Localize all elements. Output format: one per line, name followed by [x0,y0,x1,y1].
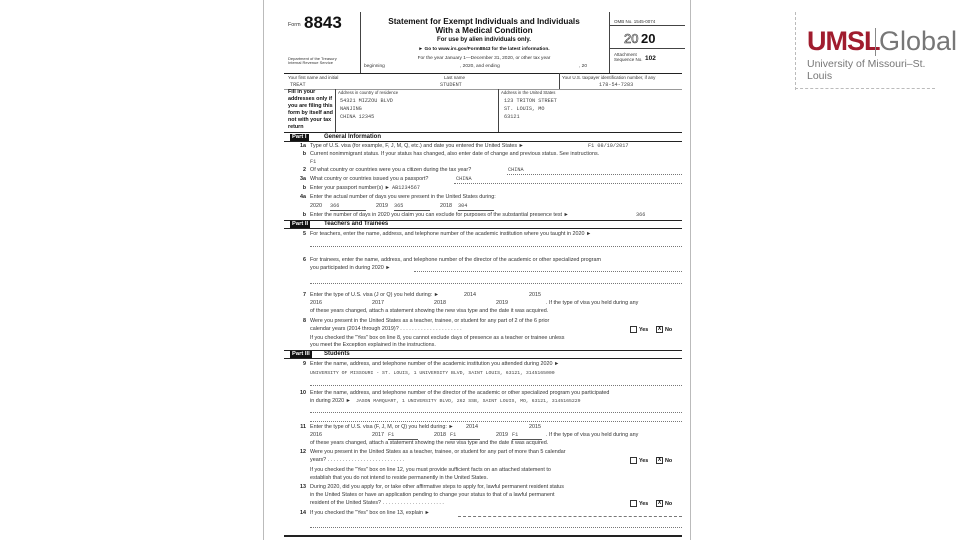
irs-label: Internal Revenue Service [288,60,333,65]
omb-rule [610,25,685,26]
line-6-text-cont: you participated in during 2020 ► [310,265,391,271]
line-8-text-cont: calendar years (2014 through 2019)? . . . . . . . . . . . . . . . . . . . . . [310,326,462,332]
first-name-value[interactable]: TREAT [290,82,306,88]
year-label: 2020 [310,203,322,209]
home-address-line[interactable]: NANJING [340,106,362,112]
line-9-text: Enter the name, address, and telephone number of the academic institution you attended during 2020 ► [310,361,560,367]
checkbox-checked[interactable]: X [657,500,662,506]
year-label: 2015 [529,292,541,298]
visa-2017-value[interactable]: F1 [388,432,418,440]
visa-entry-value[interactable]: F1 08/10/2017 [588,143,629,149]
part2-tag: Part II [292,221,309,227]
form-title-2: With a Medical Condition [435,26,533,35]
director-value[interactable]: JASON MARQUART, 1 UNIVERSITY BLVD, 262 SSB, SAINT LOUIS, MO, 63121, 3145165229 [356,399,581,404]
checkbox[interactable] [630,500,637,507]
logo-brand-global: Global [879,26,958,56]
institution-value[interactable]: UNIVERSITY OF MISSOURI - ST. LOUIS, 1 UNIVERSITY BLVD, SAINT LOUIS, 63121, 3145165000 [310,371,555,376]
line-number: 13 [300,484,306,490]
line-number: b [302,151,306,157]
tin-label: Your U.S. taxpayer identification number, if any [562,75,656,80]
no-label: No [665,457,673,464]
line-number: b [302,185,306,191]
days-2018-value[interactable]: 304 [458,203,494,211]
home-address-label: Address in country of residence [338,90,399,95]
form-number: 8843 [304,13,342,32]
last-name-value[interactable]: STUDENT [440,82,462,88]
umsl-global-logo [795,12,958,92]
year-label: 2016 [310,432,322,438]
part1-title: General Information [324,134,382,140]
line-number: b [302,212,306,218]
line-12-yes-checkbox[interactable] [630,457,648,465]
no-label: No [665,326,673,333]
line-13-text-cont: resident of the United States? . . . . . . . . . . . . . . . . . . . . . [310,500,444,506]
year-rule [610,48,685,49]
fill-note-line: Fill in your [288,89,316,95]
line-8-note: If you checked the "Yes" box on line 8, you cannot exclude days of presence as a teacher or trainee unless [310,335,565,341]
home-address-line[interactable]: CHINA 12345 [340,114,375,120]
year-label: 2019 [496,300,508,306]
sequence-number: 102 [645,55,656,62]
line-11-text-cont: . If the type of visa you held during any [546,432,639,438]
us-address-label: Address in the United States [501,90,556,95]
us-address-line[interactable]: ST. LOUIS, MO [504,106,545,112]
dept-treasury: Department of the Treasury [288,56,337,61]
line-number: 2 [303,167,306,173]
tin-divider [559,73,560,89]
year-outline: 20 [624,31,639,46]
attachment-label: Attachment [614,52,637,57]
line-4a-text: Enter the actual number of days you were present in the United States during: [310,194,496,200]
home-address-line[interactable]: 54321 MIZZOU BLVD [340,98,393,104]
fill-line [310,246,682,247]
line-number: 12 [300,449,306,455]
line-10-text-cont: in during 2020 ► [310,398,352,404]
line-number: 7 [303,292,306,298]
year-label: 2017 [372,432,384,438]
line-2-text: Of what country or countries were you a citizen during the tax year? [310,167,472,173]
visa-2018-value[interactable]: F1 [450,432,480,440]
status-value[interactable]: F1 [310,159,317,165]
line-6-text: For trainees, enter the name, address, and telephone number of the director of the academic or other specialized program [310,257,601,263]
line-3a-text: What country or countries issued you a passport? [310,176,429,182]
fill-line [507,174,682,175]
line-8-text: Were you present in the United States as a teacher, trainee, or student for any part of 2 of the 6 prior [310,318,550,324]
header-divider-right [609,12,610,74]
form-goto: ► Go to www.irs.gov/Form8843 for the latest information. [418,47,550,52]
fill-line [310,421,682,422]
fill-note-line: addresses only if [288,96,333,102]
line-1a-text: Type of U.S. visa (for example, F, J, M, Q, etc.) and date you entered the United States ► [310,143,524,149]
address-divider [498,89,499,132]
ending-label: , 2020, and ending [460,64,500,69]
no-label: No [665,500,673,507]
year-label: 2018 [440,203,452,209]
fill-note-line: return [288,124,304,130]
line-number: 9 [303,361,306,367]
rule [284,535,682,537]
tax-year: For the year January 1—December 31, 2020, or other tax year [417,56,551,61]
days-2020-value[interactable]: 366 [330,203,366,211]
omb-number: OMB No. 1545-0074 [614,19,656,24]
rule [284,228,682,229]
beginning-label: beginning [364,64,385,69]
fill-line [458,516,682,517]
line-12-text-cont: years? . . . . . . . . . . . . . . . . . . . . . . . . . . [310,457,405,463]
checkbox[interactable] [630,326,637,333]
line-14-text: If you checked the "Yes" box on line 13, explain ► [310,510,430,516]
form-subtitle: For use by alien individuals only. [437,37,531,43]
year-label: 2015 [529,424,541,430]
line-13-yes-checkbox[interactable] [630,500,648,508]
logo-brand: UMSL [807,26,880,56]
excluded-days-value[interactable]: 366 [636,212,646,218]
year-label: 2017 [372,300,384,306]
year-label: 2014 [464,292,476,298]
rule [284,141,682,142]
fill-note-line: form by itself and [288,110,333,116]
yes-label: Yes [639,500,649,507]
line-number: 6 [303,257,306,263]
line-8-yes-checkbox[interactable] [630,326,648,334]
line-13-text: During 2020, did you apply for, or take other affirmative steps to apply for, lawful permanent resident status [310,484,564,490]
fill-note-line: you are filing this [288,103,333,109]
fill-line [310,412,682,413]
line-11-text: Enter the type of U.S. visa (F, J, M, or Q) you held during: ► [310,424,454,430]
line-12-text: Were you present in the United States as a teacher, trainee, or student for any part of more than 5 calendar [310,449,566,455]
logo-divider-bottom [795,88,935,89]
line-13-text-cont: in the United States or have an application pending to change your status to that of a lawful permanent [310,492,555,498]
line-number: 10 [300,390,306,396]
passport-country-value[interactable]: CHINA [456,176,472,182]
sequence-label: Sequence No. [614,57,643,62]
form-label: Form [288,22,301,28]
visa-2019-value[interactable]: F1 [512,432,542,440]
line-12-no-checkbox[interactable] [656,457,672,465]
year-bold: 20 [641,31,656,46]
citizenship-value[interactable]: CHINA [508,167,524,173]
year-label: 2019 [496,432,508,438]
part3-title: Students [324,351,350,357]
line-number: 4a [300,194,306,200]
line-number: 14 [300,510,306,516]
line-8-note-cont: you meet the Exception explained in the instructions. [310,342,436,348]
part2-title: Teachers and Trainees [324,221,389,227]
form-8843-page [263,0,691,540]
line-4b-text: Enter the number of days in 2020 you claim you can exclude for purposes of the substantial presence test ► [310,212,569,218]
year-label: 2016 [310,300,322,306]
line-7-text-cont: . If the type of visa you held during any [546,300,639,306]
first-name-label: Your first name and initial [288,75,339,80]
line-5-text: For teachers, enter the name, address, and telephone number of the academic institution where you taught in 2020 ► [310,231,592,237]
logo-subtitle: University of Missouri–St. Louis [807,58,926,82]
days-2019-value[interactable]: 365 [394,203,430,211]
line-number: 8 [303,318,306,324]
line-12-note-cont: establish that you do not intend to reside permanently in the United States. [310,475,489,481]
line-11-note: of these years changed, attach a statement showing the new visa type and the date it was acquired. [310,440,549,446]
part1-tag: Part I [292,134,307,140]
line-number: 11 [300,424,306,430]
line-7-text: Enter the type of U.S. visa (J or Q) you held during: ► [310,292,440,298]
line-3b-text: Enter your passport number(s) ► [310,185,390,191]
fill-note-line: not with your tax [288,117,332,123]
fill-line [414,271,682,272]
line-8-no-checkbox[interactable] [656,326,672,334]
checkbox-checked[interactable]: X [657,457,662,463]
year-label: 2018 [434,300,446,306]
line-10-text: Enter the name, address, and telephone number of the director of the academic or other specialized program you participated [310,390,610,396]
line-number: 3a [300,176,306,182]
ending-year: , 20 [579,64,588,69]
fill-line [310,283,682,284]
part3-tag: Part III [292,351,310,357]
line-number: 5 [303,231,306,237]
address-divider [335,89,336,132]
us-address-line[interactable]: 63121 [504,114,520,120]
us-address-line[interactable]: 123 TRITON STREET [504,98,557,104]
yes-label: Yes [639,457,649,464]
header-divider-left [360,12,361,74]
logo-separator [875,28,876,56]
line-12-note: If you checked the "Yes" box on line 12, you must provide sufficient facts on an attached statement to [310,467,551,473]
fill-line [310,385,682,386]
line-7-note: of these years changed, attach a statement showing the new visa type and the date it was acquired. [310,308,549,314]
line-1b-text: Current nonimmigrant status. If your status has changed, also enter date of change and previous status. See instructions. [310,151,600,157]
checkbox-checked[interactable]: X [657,326,662,332]
tin-value[interactable]: 178-54-7283 [599,82,634,88]
fill-line [454,183,682,184]
line-number: 1a [300,143,306,149]
line-13-no-checkbox[interactable] [656,500,672,508]
checkbox[interactable] [630,457,637,464]
yes-label: Yes [639,326,649,333]
year-label: 2018 [434,432,446,438]
rule [284,358,682,359]
year-label: 2014 [466,424,478,430]
logo-divider [795,12,796,90]
last-name-label: Last name [444,75,466,80]
form-title-1: Statement for Exempt Individuals and Individuals [388,17,580,26]
fill-line [310,527,682,528]
passport-number-value[interactable]: AB1234567 [392,185,421,191]
year-label: 2019 [376,203,388,209]
rule [284,132,682,133]
